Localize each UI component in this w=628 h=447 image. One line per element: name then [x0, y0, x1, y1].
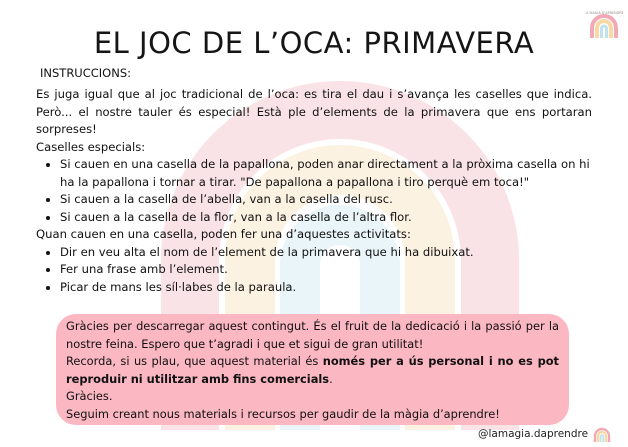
note-line: Gràcies. [66, 389, 113, 404]
special-cells-list [36, 156, 592, 226]
note-line: Gràcies per descarregar aquest contingut. És el fruit de la dedicació i la passió per la nostre feina. Espero que t’agradi i que et sigui de gran utilitat! [66, 319, 559, 351]
activities-heading: Quan cauen en una casella, poden fer una d’aquestes activitats: [36, 227, 411, 241]
instructions-content [36, 86, 592, 296]
list-item: • Picar de mans les síl·labes de la paraula. [60, 279, 592, 297]
instructions-heading: INSTRUCCIONS: [40, 66, 132, 80]
note-text: Recorda, si us plau, que aquest material és [66, 354, 323, 369]
list-item: • Si cauen a la casella de l’abella, van a la casella del rusc. [60, 191, 592, 209]
note-line: Seguim creant nous materials i recursos per gaudir de la màgia d’aprendre! [66, 406, 500, 421]
list-item: • Dir en veu alta el nom de l’element de la primavera que hi ha dibuixat. [60, 244, 592, 262]
list-item: • Si cauen en una casella de la papallona, poden anar directament a la pròxima casella on hi ha la papallona i tornar a tirar. "De papallona a papallona i tiro perquè em toca!" [60, 156, 592, 191]
page-title: EL JOC DE L’OCA: PRIMAVERA [93, 26, 535, 60]
rainbow-logo-icon [592, 424, 612, 443]
list-item: • Fer una frase amb l’element. [60, 261, 592, 279]
activities-list [36, 244, 592, 297]
list-item: • Si cauen a la casella de la flor, van a la casella de l’altra flor. [60, 209, 592, 227]
note-line [66, 353, 559, 388]
note-bold-text: només per a ús personal i no es pot reproduir ni utilitzar amb fins comercials [66, 354, 559, 386]
thank-you-note [56, 314, 569, 425]
special-cells-heading: Caselles especials: [36, 139, 146, 154]
intro-paragraph: Es juga igual que al joc tradicional de l’oca: es tira el dau i s’avança les caselles que indica. Però... el nostre tauler és especial! Està ple d’elements de la primavera que ens portaran sorpreses! [36, 87, 592, 136]
note-text: . [329, 371, 333, 386]
logo-text: LA MAGIA D'APRENDRE [585, 11, 623, 15]
social-handle: @lamagia.daprendre [478, 428, 589, 440]
